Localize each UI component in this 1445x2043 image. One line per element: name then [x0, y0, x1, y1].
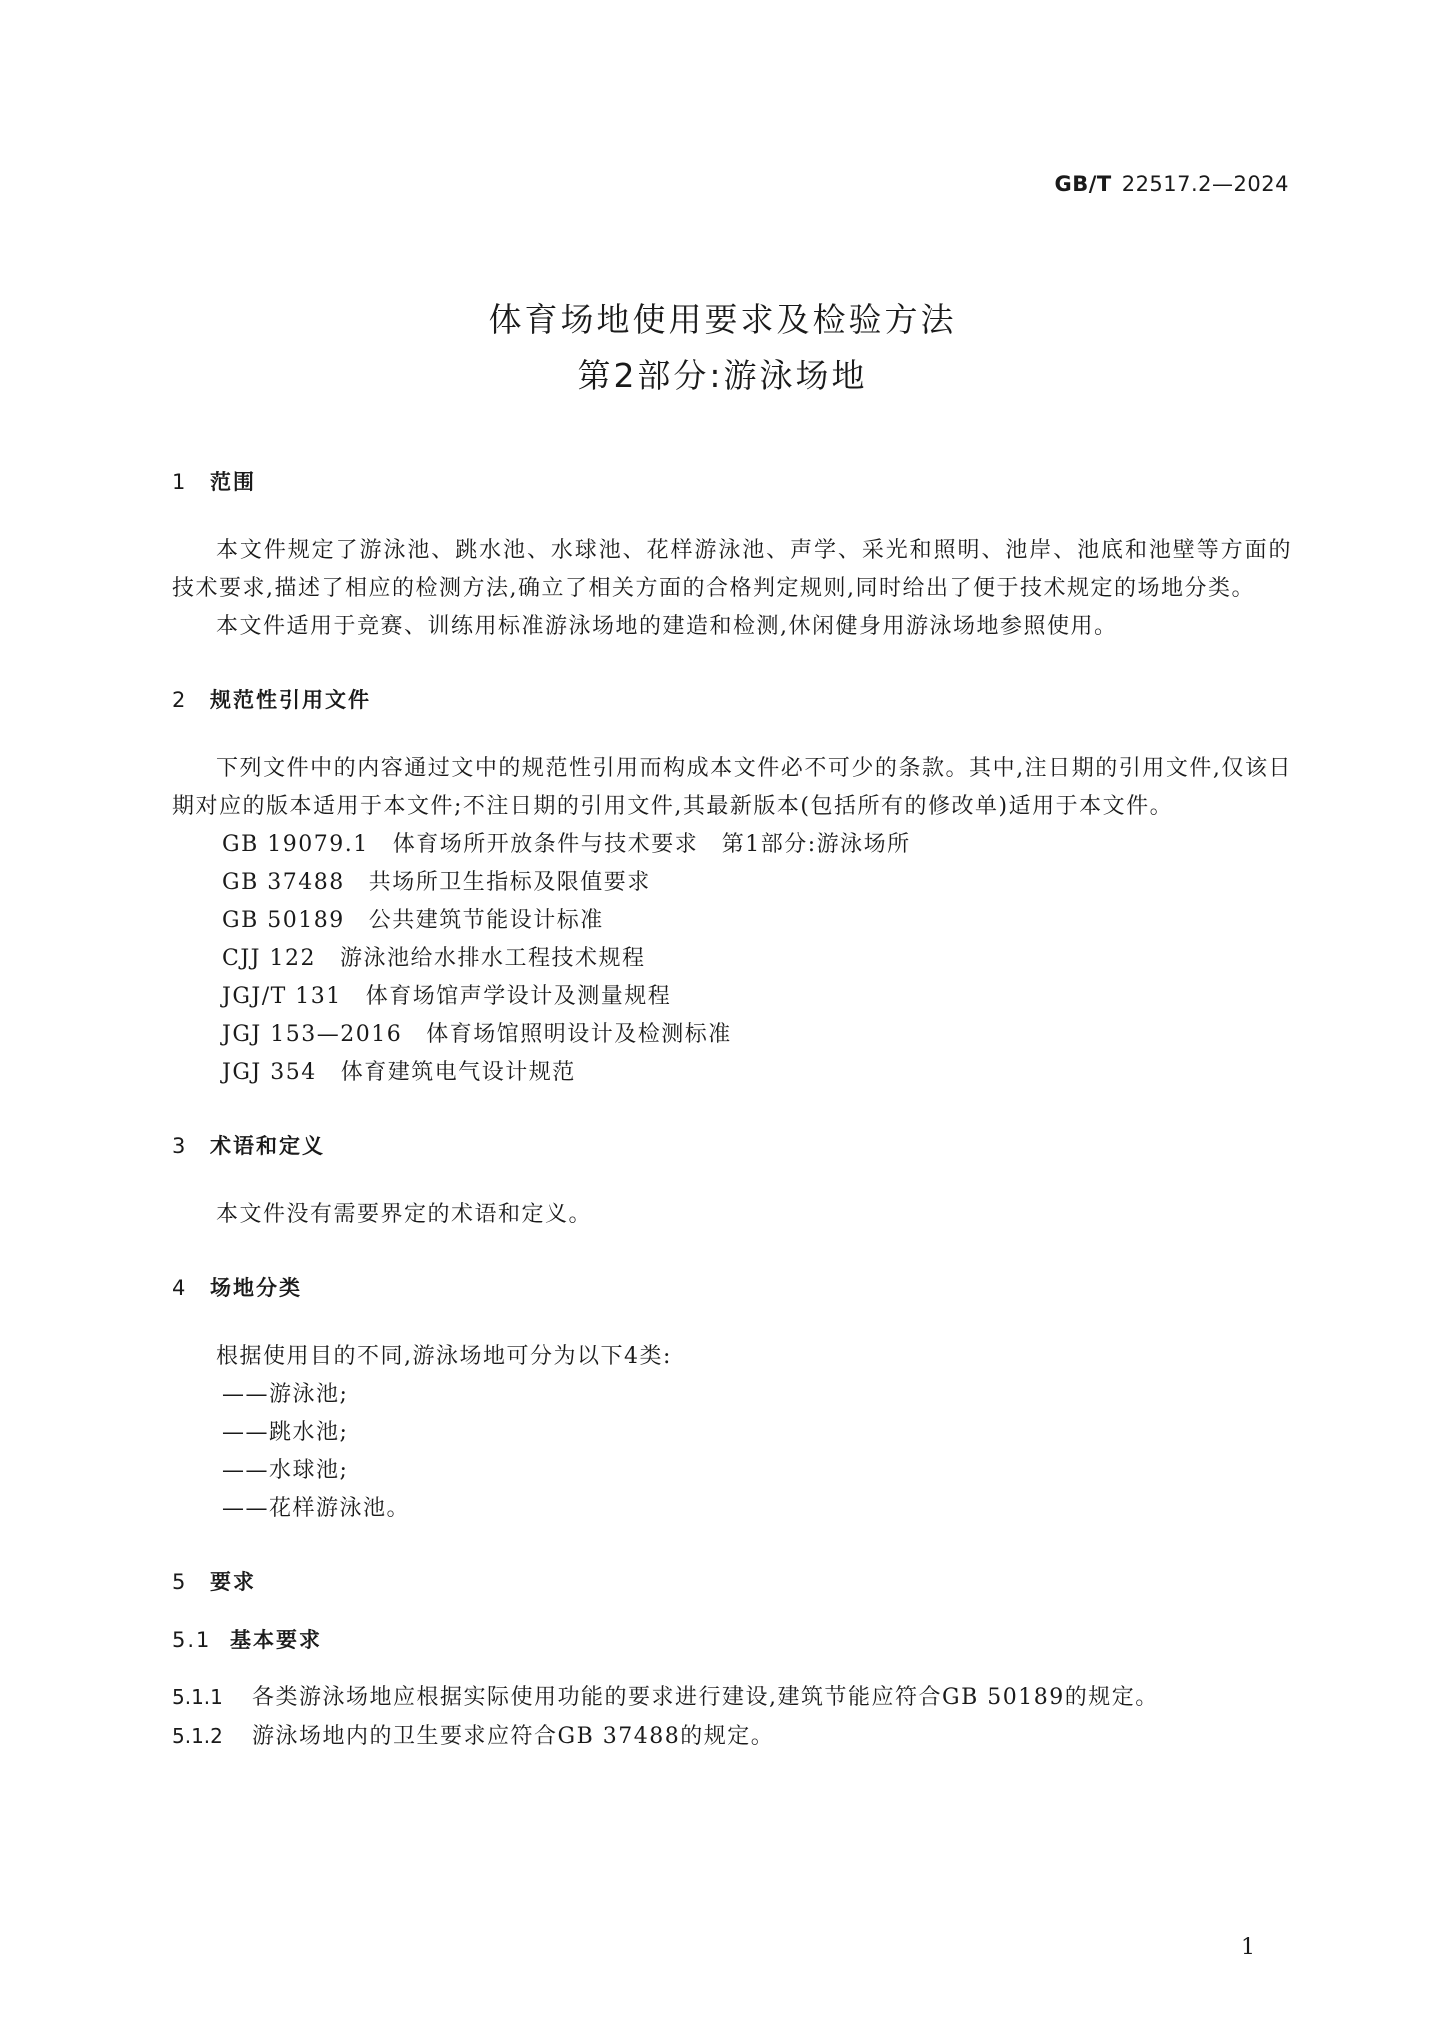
reference-title: 公共建筑节能设计标准: [368, 908, 604, 933]
reference-item: [172, 940, 1292, 978]
standard-id: 22517.2—2024: [1121, 172, 1289, 196]
reference-title: 体育场馆声学设计及测量规程: [365, 984, 672, 1009]
paragraph: 下列文件中的内容通过文中的规范性引用而构成本文件必不可少的条款。其中,注日期的引用文件,仅该日期对应的版本适用于本文件;不注日期的引用文件,其最新版本(包括所有的修改单)适用于本文件。: [172, 756, 1292, 819]
document-title: [0, 292, 1445, 404]
clause-number: 5.1.2: [172, 1724, 223, 1748]
clause: [172, 1717, 1292, 1756]
paragraph: 本文件规定了游泳池、跳水池、水球池、花样游泳池、声学、采光和照明、池岸、池底和池壁等方面的技术要求,描述了相应的检测方法,确立了相关方面的合格判定规则,同时给出了便于技术规定的场地分类。: [172, 538, 1292, 601]
clause-number: 5.1.1: [172, 1685, 223, 1709]
paragraph: 本文件没有需要界定的术语和定义。: [216, 1202, 593, 1227]
reference-list: [172, 826, 1292, 1092]
reference-item: [172, 902, 1292, 940]
list-item: ——游泳池;: [222, 1382, 349, 1407]
reference-item: [172, 826, 1292, 864]
reference-item: [172, 978, 1292, 1016]
document-body: [172, 462, 1292, 1756]
subsection-heading: [172, 1620, 1292, 1660]
clause: [172, 1678, 1292, 1717]
page-number: 1: [1241, 1935, 1255, 1960]
section-heading: [172, 680, 1292, 720]
standard-code: GB/T: [1054, 172, 1112, 196]
subsection-title: 基本要求: [230, 1628, 322, 1652]
reference-title: 游泳池给水排水工程技术规程: [339, 946, 646, 971]
section-heading: [172, 1126, 1292, 1166]
section-title: 场地分类: [210, 1276, 302, 1300]
section-title: 规范性引用文件: [210, 688, 371, 712]
reference-title: 共场所卫生指标及限值要求: [368, 870, 651, 895]
standard-number: [1054, 172, 1289, 196]
title-line-1: 体育场地使用要求及检验方法: [488, 300, 957, 339]
clause-text: 各类游泳场地应根据实际使用功能的要求进行建设,建筑节能应符合GB 50189的规定。: [252, 1685, 1159, 1710]
section-number: 1: [172, 470, 188, 494]
subsection-number: 5.1: [172, 1628, 212, 1652]
reference-title: 体育场馆照明设计及检测标准: [426, 1022, 732, 1047]
section-number: 4: [172, 1276, 188, 1300]
paragraph: 根据使用目的不同,游泳场地可分为以下4类:: [216, 1344, 672, 1369]
section-heading: [172, 1562, 1292, 1602]
reference-code: JGJ 153—2016: [222, 1022, 403, 1047]
section-number: 2: [172, 688, 188, 712]
reference-title: 体育场所开放条件与技术要求 第1部分:游泳场所: [392, 832, 911, 857]
reference-item: [172, 1016, 1292, 1054]
reference-code: JGJ/T 131: [222, 984, 342, 1009]
list-item: ——跳水池;: [222, 1420, 349, 1445]
reference-item: [172, 1054, 1292, 1092]
reference-code: GB 50189: [222, 908, 345, 933]
list-item: ——水球池;: [222, 1458, 349, 1483]
category-list: [172, 1376, 1292, 1528]
reference-code: GB 37488: [222, 870, 345, 895]
reference-code: GB 19079.1: [222, 832, 369, 857]
section-number: 3: [172, 1134, 188, 1158]
section-title: 术语和定义: [210, 1134, 325, 1158]
section-heading: [172, 1268, 1292, 1308]
section-title: 范围: [210, 470, 256, 494]
reference-item: [172, 864, 1292, 902]
title-line-2: 第2部分:游泳场地: [577, 356, 868, 395]
section-heading: [172, 462, 1292, 502]
section-title: 要求: [210, 1570, 256, 1594]
clause-text: 游泳场地内的卫生要求应符合GB 37488的规定。: [252, 1724, 775, 1749]
paragraph: 本文件适用于竞赛、训练用标准游泳场地的建造和检测,休闲健身用游泳场地参照使用。: [216, 614, 1118, 639]
section-number: 5: [172, 1570, 188, 1594]
reference-code: JGJ 354: [222, 1060, 317, 1085]
reference-title: 体育建筑电气设计规范: [340, 1060, 576, 1085]
reference-code: CJJ 122: [222, 946, 316, 971]
list-item: ——花样游泳池。: [222, 1496, 411, 1521]
